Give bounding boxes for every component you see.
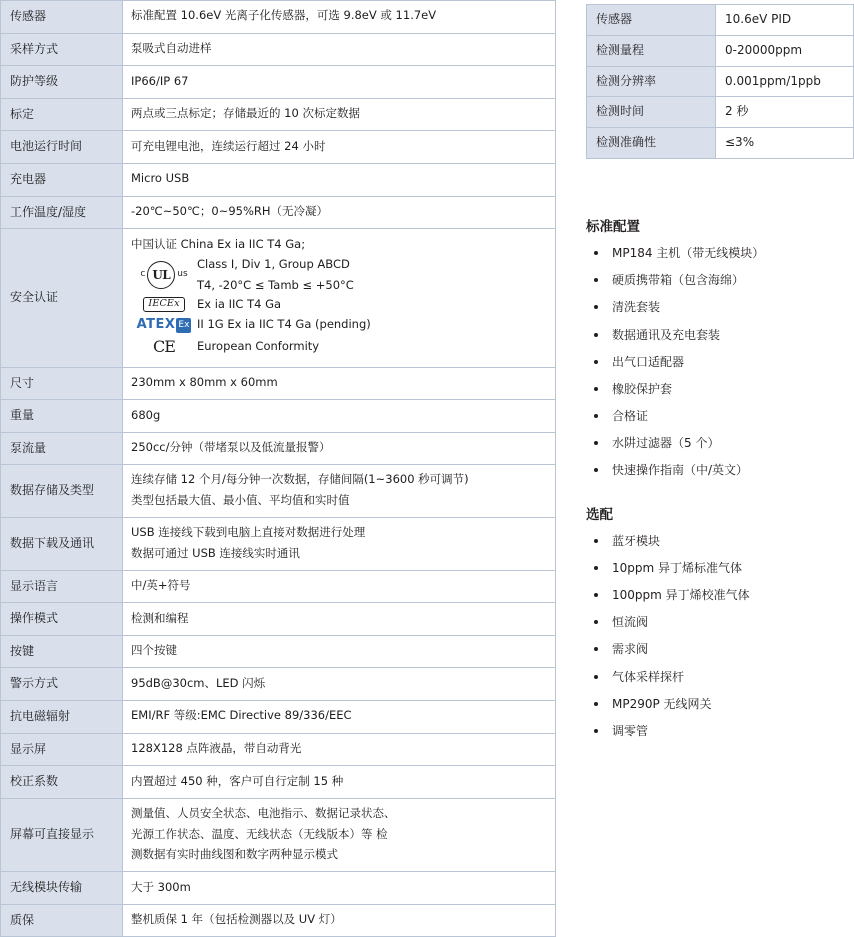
spec-value xyxy=(123,367,556,400)
table-row xyxy=(1,733,556,766)
sidebar-column xyxy=(556,0,854,937)
table-row xyxy=(1,400,556,433)
spec-key: 显示语言 xyxy=(1,570,123,603)
spec-value-line: 大于 300m xyxy=(131,879,191,894)
list-item: 10ppm 异丁烯标准气体 xyxy=(586,560,854,576)
spec-value-line: 标准配置 10.6eV 光离子化传感器，可选 9.8eV 或 11.7eV xyxy=(131,8,437,23)
table-row xyxy=(1,570,556,603)
spec-value xyxy=(123,766,556,799)
spec-value xyxy=(123,196,556,229)
spec-key: 无线模块传输 xyxy=(1,872,123,905)
spec-key: 校正系数 xyxy=(1,766,123,799)
table-row xyxy=(1,196,556,229)
table-row xyxy=(1,33,556,66)
table-row xyxy=(1,1,556,34)
cert-text xyxy=(197,338,547,356)
spec-value xyxy=(123,668,556,701)
spec-key: 传感器 xyxy=(1,1,123,34)
cert-row-ce xyxy=(131,335,547,360)
list-item: MP290P 无线网关 xyxy=(586,696,854,712)
atex-label: ATEX xyxy=(136,316,176,332)
spec-value-line: 连续存储 12 个月/每分钟一次数据，存储间隔(1~3600 秒可调节) xyxy=(131,472,469,487)
spec-value xyxy=(123,131,556,164)
table-row xyxy=(587,128,854,159)
sensor-summary-body xyxy=(587,5,854,159)
cert-text-line: T4, -20°C ≤ Tamb ≤ +50°C xyxy=(197,277,354,292)
ul-c-label: c xyxy=(140,269,146,280)
list-item: 恒流阀 xyxy=(586,614,854,630)
spec-value-line: 整机质保 1 年（包括检测器以及 UV 灯） xyxy=(131,912,342,927)
list-item: 数据通讯及充电套装 xyxy=(586,327,854,343)
cert-text-line: Class I, Div 1, Group ABCD xyxy=(197,256,350,271)
spec-key: 电池运行时间 xyxy=(1,131,123,164)
list-item: 气体采样探杆 xyxy=(586,669,854,685)
spec-key: 尺寸 xyxy=(1,367,123,400)
optional-config-list xyxy=(586,533,854,740)
list-item: 橡胶保护套 xyxy=(586,381,854,397)
standard-config-title: 标准配置 xyxy=(586,218,640,235)
spec-value xyxy=(123,163,556,196)
summary-value: ≤3% xyxy=(716,128,854,159)
spec-value xyxy=(123,1,556,34)
spec-key: 抗电磁辐射 xyxy=(1,700,123,733)
spec-key: 显示屏 xyxy=(1,733,123,766)
spec-value-line: 泵吸式自动进样 xyxy=(131,40,212,55)
spec-value xyxy=(123,400,556,433)
spec-value xyxy=(123,904,556,937)
spec-key: 数据下载及通讯 xyxy=(1,517,123,570)
ce-label: CE xyxy=(153,336,175,356)
list-item: 清洗套装 xyxy=(586,299,854,315)
spec-value xyxy=(123,98,556,131)
spec-key: 采样方式 xyxy=(1,33,123,66)
ul-mark-icon xyxy=(131,261,197,289)
table-row xyxy=(587,97,854,128)
ul-circle-label: UL xyxy=(147,261,175,289)
spec-value-line: 四个按键 xyxy=(131,643,177,658)
spec-value-line: 可充电锂电池，连续运行超过 24 小时 xyxy=(131,138,326,153)
spec-value-line: 数据可通过 USB 连接线实时通讯 xyxy=(131,545,300,560)
cert-row-atex xyxy=(131,315,547,335)
table-row xyxy=(1,668,556,701)
spec-value xyxy=(123,570,556,603)
ul-us-label: us xyxy=(177,269,188,280)
spec-value-line: 类型包括最大值、最小值、平均值和实时值 xyxy=(131,493,350,508)
specification-table-body xyxy=(1,1,556,937)
table-row xyxy=(587,5,854,36)
spec-value-line: 中/英+符号 xyxy=(131,577,191,592)
spec-key: 按键 xyxy=(1,635,123,668)
table-row xyxy=(587,35,854,66)
spec-value-line: 内置超过 450 种，客户可自行定制 15 种 xyxy=(131,773,344,788)
standard-config-list xyxy=(586,245,854,479)
list-item: 出气口适配器 xyxy=(586,354,854,370)
summary-value: 0-20000ppm xyxy=(716,35,854,66)
summary-key: 检测时间 xyxy=(587,97,716,128)
cert-text xyxy=(197,316,547,334)
cert-text-line: II 1G Ex ia IIC T4 Ga (pending) xyxy=(197,316,371,331)
safety-certification-value xyxy=(123,229,556,367)
summary-value: 0.001ppm/1ppb xyxy=(716,66,854,97)
iecex-label: IECEx xyxy=(143,297,184,312)
summary-key: 检测量程 xyxy=(587,35,716,66)
cert-text-line: European Conformity xyxy=(197,339,320,354)
spec-value xyxy=(123,33,556,66)
table-row xyxy=(1,163,556,196)
spec-key: 防护等级 xyxy=(1,66,123,99)
spec-key: 安全认证 xyxy=(1,229,123,367)
spec-value-line: USB 连接线下载到电脑上直接对数据进行处理 xyxy=(131,524,366,539)
table-row xyxy=(1,766,556,799)
spec-value-line: Micro USB xyxy=(131,171,190,186)
spec-value xyxy=(123,465,556,518)
summary-key: 检测分辨率 xyxy=(587,66,716,97)
spec-value xyxy=(123,66,556,99)
table-row xyxy=(1,517,556,570)
cert-text xyxy=(197,296,547,314)
ce-mark-icon xyxy=(131,335,197,360)
summary-value: 2 秒 xyxy=(716,97,854,128)
spec-key: 泵流量 xyxy=(1,432,123,465)
summary-value: 10.6eV PID xyxy=(716,5,854,36)
spec-key: 警示方式 xyxy=(1,668,123,701)
spec-value-line: 两点或三点标定；存储最近的 10 次标定数据 xyxy=(131,106,360,121)
optional-config-title: 选配 xyxy=(586,506,613,523)
table-row xyxy=(1,872,556,905)
list-item: 需求阀 xyxy=(586,641,854,657)
table-row xyxy=(1,635,556,668)
spec-value xyxy=(123,603,556,636)
table-row xyxy=(1,465,556,518)
table-row-safety-certification xyxy=(1,229,556,367)
spec-value-line: -20℃~50℃；0~95%RH（无冷凝） xyxy=(131,203,329,218)
table-row xyxy=(1,98,556,131)
spec-key: 工作温度/湿度 xyxy=(1,196,123,229)
spec-value-line: 测量值、人员安全状态、电池指示、数据记录状态、 xyxy=(131,805,396,820)
spec-key: 屏幕可直接显示 xyxy=(1,798,123,871)
spec-key: 质保 xyxy=(1,904,123,937)
spec-value xyxy=(123,798,556,871)
spec-value-line: 250cc/分钟（带堵泵以及低流量报警） xyxy=(131,440,331,455)
spec-value xyxy=(123,872,556,905)
spec-value-line: 128X128 点阵液晶，带自动背光 xyxy=(131,740,302,755)
spec-key: 充电器 xyxy=(1,163,123,196)
list-item: 硬质携带箱（包含海绵） xyxy=(586,272,854,288)
summary-key: 检测准确性 xyxy=(587,128,716,159)
summary-key: 传感器 xyxy=(587,5,716,36)
list-item: 快速操作指南（中/英文） xyxy=(586,462,854,478)
spec-value-line: 检测和编程 xyxy=(131,610,189,625)
table-row xyxy=(1,798,556,871)
spec-value xyxy=(123,733,556,766)
table-row xyxy=(1,66,556,99)
table-row xyxy=(1,603,556,636)
table-row xyxy=(1,904,556,937)
atex-mark-icon xyxy=(131,315,197,335)
list-item: 100ppm 异丁烯校准气体 xyxy=(586,587,854,603)
list-item: 水阱过滤器（5 个） xyxy=(586,435,854,451)
list-item: 调零管 xyxy=(586,723,854,739)
iecex-mark-icon xyxy=(131,297,197,312)
cert-text-line: Ex ia IIC T4 Ga xyxy=(197,296,282,311)
spec-value xyxy=(123,517,556,570)
sensor-summary-table xyxy=(586,4,854,159)
spec-key: 标定 xyxy=(1,98,123,131)
spec-value-line: 230mm x 80mm x 60mm xyxy=(131,374,278,389)
spec-value-line: EMI/RF 等级:EMC Directive 89/336/EEC xyxy=(131,708,352,723)
spec-value xyxy=(123,700,556,733)
table-row xyxy=(1,131,556,164)
spec-value xyxy=(123,432,556,465)
spec-key: 数据存储及类型 xyxy=(1,465,123,518)
cert-header-text: 中国认证 China Ex ia IIC T4 Ga; xyxy=(131,237,306,252)
list-item: 合格证 xyxy=(586,408,854,424)
list-item: MP184 主机（带无线模块） xyxy=(586,245,854,261)
spec-key: 操作模式 xyxy=(1,603,123,636)
table-row xyxy=(1,700,556,733)
cert-row-iecex xyxy=(131,295,547,315)
table-row xyxy=(587,66,854,97)
table-row xyxy=(1,432,556,465)
atex-ex-hex-icon: Ex xyxy=(176,318,191,333)
spec-value-line: 95dB@30cm、LED 闪烁 xyxy=(131,675,266,690)
spec-value-line: IP66/IP 67 xyxy=(131,73,189,88)
spec-key: 重量 xyxy=(1,400,123,433)
list-item: 蓝牙模块 xyxy=(586,533,854,549)
spec-value-line: 680g xyxy=(131,407,161,422)
table-row xyxy=(1,367,556,400)
spec-value-line: 测数据有实时曲线图和数字两种显示模式 xyxy=(131,847,338,862)
spec-value xyxy=(123,635,556,668)
spec-value-line: 光源工作状态、温度、无线状态（无线版本）等 检 xyxy=(131,826,388,841)
cert-row-ul xyxy=(131,256,547,295)
cert-text xyxy=(197,256,547,295)
